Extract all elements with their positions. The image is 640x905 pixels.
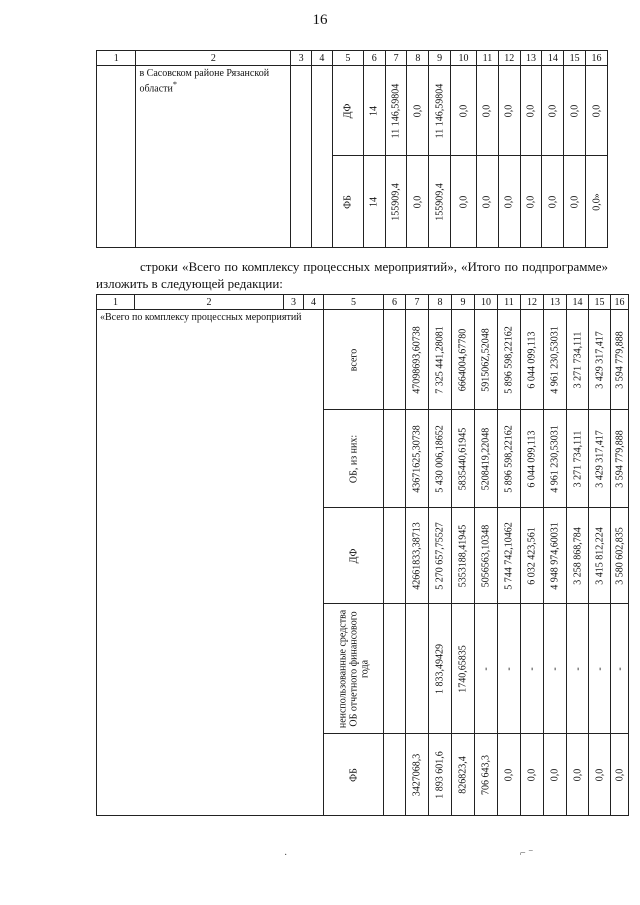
col-header: 11 — [498, 295, 521, 310]
cell-value: 0,0 — [569, 195, 581, 208]
cell-value: 6 032 423,561 — [526, 526, 538, 585]
cell-value: 5 896 598,22162 — [503, 424, 515, 493]
cell-value: 42661833,38713 — [411, 521, 423, 590]
cell-value: 3 415 812,224 — [594, 526, 605, 585]
scan-speck: · — [284, 850, 288, 861]
cell-value: 5353188,41945 — [457, 524, 469, 587]
cell-value: 3 271 734,111 — [572, 430, 583, 487]
table-row — [97, 310, 629, 410]
col-header: 3 — [284, 295, 304, 310]
col-header: 14 — [567, 295, 589, 310]
col-header: 16 — [611, 295, 629, 310]
cell-value: 14 — [368, 105, 380, 116]
location-text: в Сасовском районе Рязанской области — [139, 68, 270, 95]
col-header: 13 — [544, 295, 567, 310]
col-header: 2 — [136, 51, 291, 66]
cell-value: 0,0 — [591, 104, 602, 117]
cell-value: 5056563,10348 — [480, 524, 492, 587]
cell-value: 0,0 — [572, 768, 583, 781]
cell-value: 0,0 — [412, 195, 424, 208]
col-header: 12 — [521, 295, 544, 310]
cell-value: 0,0 — [614, 768, 625, 781]
cell-value: 4 961 230,53031 — [549, 424, 561, 493]
cell-value: 1 833,49429 — [434, 643, 446, 694]
cell-value: 14 — [368, 196, 380, 207]
cell-value: - — [594, 666, 605, 671]
cell-value: 5 744 742,10462 — [503, 521, 515, 590]
table-continuation — [96, 50, 608, 248]
cell-value: 0,0» — [591, 192, 602, 211]
page-number: 16 — [312, 12, 328, 28]
col-header: 11 — [477, 51, 499, 66]
cell-value: - — [503, 666, 515, 671]
footnote-mark: * — [172, 80, 178, 89]
cell-value: - — [526, 666, 538, 671]
cell-value: 0,0 — [549, 768, 561, 781]
col-header: 9 — [429, 51, 451, 66]
col-header: 10 — [451, 51, 477, 66]
col-header: 1 — [97, 51, 136, 66]
cell-value: 3 429 317,417 — [594, 429, 605, 488]
cell-value: 0,0 — [594, 768, 605, 781]
cell-value: 0,0 — [503, 768, 515, 781]
cell-value: 3 594 779,888 — [614, 429, 625, 488]
cell-value: 5 270 657,75527 — [434, 521, 446, 590]
cell-value: 706 643,3 — [480, 754, 492, 795]
col-header: 4 — [311, 51, 332, 66]
col-header: 7 — [385, 51, 407, 66]
cell-value: 6 044 099,113 — [526, 330, 538, 389]
col-header: 8 — [429, 295, 452, 310]
cell-value: 6 044 099,113 — [526, 429, 538, 488]
cell-value: 0,0 — [481, 104, 493, 117]
cell-value: 0,0 — [458, 195, 470, 208]
cell-value: 3427068,3 — [411, 753, 423, 796]
cell-value: 155909,4 — [390, 182, 402, 221]
cell-value: 0,0 — [525, 195, 537, 208]
title-cell — [97, 310, 324, 816]
cell-value: - — [572, 666, 583, 671]
col-header: 5 — [324, 295, 384, 310]
col-header: 1 — [97, 295, 135, 310]
cell-value: 0,0 — [503, 195, 515, 208]
cell-value: 3 258 868,784 — [572, 526, 583, 585]
table-new-edition — [96, 294, 629, 816]
cell-value: 0,0 — [503, 104, 515, 117]
cell-value: 5208419,22048 — [480, 427, 492, 490]
col-header: 6 — [363, 51, 385, 66]
cell-value: 3 429 317,417 — [594, 330, 605, 389]
cell-value: 0,0 — [481, 195, 493, 208]
cell-value: 4 961 230,53031 — [549, 325, 561, 394]
cell-value: 0,0 — [547, 104, 559, 117]
header-row — [97, 51, 608, 66]
cell-value: 11 146,59804 — [390, 83, 402, 138]
col-header: 3 — [291, 51, 312, 66]
col-header: 12 — [498, 51, 520, 66]
cell-value: 591506Z,52048 — [480, 327, 492, 392]
row-label: ФБ — [342, 194, 354, 209]
row-label: ОБ, из них: — [348, 434, 359, 483]
cell-value: - — [614, 666, 625, 671]
col-header: 7 — [406, 295, 429, 310]
col-header: 8 — [407, 51, 429, 66]
row-label: неиспользованные средства ОБ отчетного финансового года — [337, 609, 370, 728]
cell-value: 3 271 734,111 — [572, 331, 583, 388]
cell-value: - — [480, 666, 492, 671]
col-header: 15 — [564, 51, 586, 66]
header-row — [97, 295, 629, 310]
col-header: 10 — [475, 295, 498, 310]
cell-value: 3 580 602,835 — [614, 526, 625, 585]
cell-value: 4 948 974,60031 — [549, 521, 561, 590]
cell-value: 1 893 601,6 — [434, 750, 446, 799]
cell-value: 0,0 — [547, 195, 559, 208]
scan-mark: ⌐ ⁻ — [520, 848, 534, 859]
section-title: «Всего по комплексу процессных мероприятий — [100, 312, 302, 323]
body-paragraph: строки «Всего по комплексу процессных мероприятий», «Итого по подпрограмме» изложить в следующей редакции: — [96, 259, 608, 291]
cell-value: 11 146,59804 — [434, 83, 446, 138]
cell-value: 0,0 — [412, 104, 424, 117]
cell-value: 0,0 — [525, 104, 537, 117]
col-header: 15 — [589, 295, 611, 310]
cell-value: 155909,4 — [434, 182, 446, 221]
cell-value: 7 325 441,28081 — [434, 325, 446, 394]
cell-value: 0,0 — [458, 104, 470, 117]
cell-value: 4709869З,60738 — [411, 325, 423, 394]
col-header: 16 — [586, 51, 608, 66]
col-header: 14 — [542, 51, 564, 66]
row-label: ФБ — [348, 767, 359, 782]
col-header: 4 — [304, 295, 324, 310]
col-header: 5 — [332, 51, 363, 66]
cell-value: 3 594 779,888 — [614, 330, 625, 389]
col-header: 13 — [520, 51, 542, 66]
cell-value: 0,0 — [569, 104, 581, 117]
cell-value: 0,0 — [526, 768, 538, 781]
cell-value: 826823,4 — [457, 755, 469, 794]
cell-value: 5835440,61945 — [457, 427, 469, 490]
row-label: ДФ — [342, 103, 354, 118]
col-header: 2 — [135, 295, 284, 310]
cell-value: 5 896 598,22162 — [503, 325, 515, 394]
col-header: 6 — [384, 295, 406, 310]
cell-value: 1740,65835 — [457, 644, 469, 693]
cell-value: 5 430 006,18652 — [434, 424, 446, 493]
row-label: ДФ — [348, 548, 359, 563]
row-label: всего — [348, 348, 359, 371]
cell-value: 43671625,30738 — [411, 424, 423, 493]
table-row — [97, 66, 608, 156]
col-header: 9 — [452, 295, 475, 310]
location-cell — [136, 66, 291, 248]
cell-value: - — [549, 666, 561, 671]
cell-value: 6664004,67780 — [457, 328, 469, 391]
